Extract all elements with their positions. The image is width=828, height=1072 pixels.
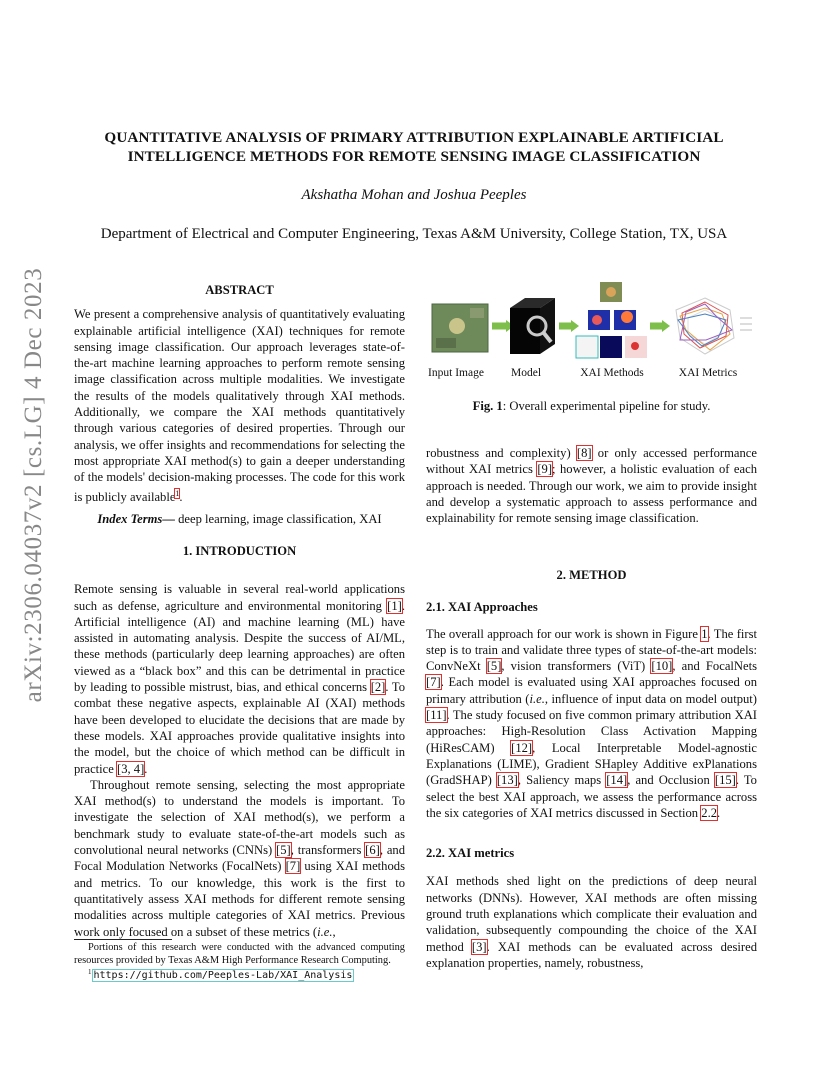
input-image-thumbnail	[432, 304, 488, 352]
abstract-text: We present a comprehensive analysis of quantitatively evaluating explainable artificial intelligence (XAI) techniques for remote sensing image classification. Our approach leverages state-of-the-art machine learning approaches to perform remote sensing image classification across multiple modalities. We investigate the results of the models qualitatively through XAI methods. Additionally, we compare the XAI methods quantitatively through various categories of desired properties. Through our analysis, we offer insights and recommendations for selecting the most appropriate XAI method(s) to gain a deeper understanding of the models' decision-making processes. The code for this work is publicly available$^1$.	[74, 307, 405, 504]
arxiv-stamp	[6, 267, 62, 703]
paper-title	[60, 128, 768, 166]
citation-link[interactable]: [15]	[714, 773, 736, 788]
authors: Akshatha Mohan and Joshua Peeples	[301, 187, 527, 203]
title-line-1: QUANTITATIVE ANALYSIS OF PRIMARY ATTRIBUTION EXPLAINABLE ARTIFICIAL	[104, 129, 724, 146]
fig-label-input: Input Image	[428, 367, 484, 379]
citation-link[interactable]: [10]	[651, 659, 673, 674]
index-terms-text: deep learning, image classification, XAI	[178, 512, 382, 527]
citation-link[interactable]: [3, 4]	[117, 761, 145, 776]
xai-method-heatmaps	[576, 282, 647, 358]
citation-link[interactable]: [3]	[471, 939, 487, 954]
figure-caption: Fig. 1: Overall experimental pipeline for study.	[472, 399, 711, 413]
title-line-2: INTELLIGENCE METHODS FOR REMOTE SENSING IMAGE CLASSIFICATION	[127, 148, 701, 165]
funding-footnote: Portions of this research were conducted with the advanced computing resources provided by Texas A&M High Performance Research Computing.	[74, 942, 405, 966]
footnote-ref[interactable]: 1	[175, 488, 180, 498]
citation-link[interactable]: [13]	[496, 773, 518, 788]
fig-label-model: Model	[510, 367, 542, 379]
introduction-section	[74, 543, 405, 940]
url-footnote: $^1$ https://github.com/Peeples-Lab/XAI_Analysis	[88, 968, 353, 982]
citation-link[interactable]: [2]	[370, 680, 386, 695]
citation-link[interactable]: [11]	[426, 708, 447, 723]
citation-link[interactable]: [14]	[606, 773, 628, 788]
citation-link[interactable]: [7]	[426, 675, 441, 690]
abstract-heading: ABSTRACT	[205, 283, 274, 297]
intro-continuation	[426, 445, 757, 526]
pipeline-diagram	[430, 268, 760, 363]
model-cube-icon	[510, 298, 555, 354]
xai-approaches-paragraph: The overall approach for our work is shown in Figure 1. The first step is to train and validate three types of state-of-the-art models: ConvNeXt [5], vision transformers (ViT) [10], and FocalNets [7]. Each model is evaluated using XAI approaches focused on primary attribution (i.e., influence of input data on model output) [11]. The study focused on five common primary attribution XAI approaches: High-Resolution Class Activation Mapping (HiResCAM) [12], Local Interpretable Model-agnostic Explanations (LIME), Gradient SHapley Additive exPlanations (GradSHAP) [13], Saliency maps [14], and Occlusion [15]. To select the best XAI approach, we assess the performance across the six categories of XAI metrics discussed in Section 2.2.	[426, 626, 757, 820]
citation-link[interactable]: [8]	[576, 446, 592, 460]
figure-ref-link[interactable]: 1	[701, 626, 708, 641]
intro-continuation-paragraph: robustness and complexity) [8] or only accessed performance without XAI metrics [9]; however, a holistic evaluation of each approach is needed. Through our work, we aim to provide insight and develop a systematic approach to assess performance and explainability for remote sensing image classification.	[426, 446, 757, 526]
abstract-section	[74, 282, 405, 527]
citation-link[interactable]: [7]	[285, 859, 301, 874]
method-heading: 2. METHOD	[556, 568, 627, 582]
arxiv-id: arXiv:2306.04037v2 [cs.LG] 4 Dec 2023	[20, 267, 47, 703]
intro-paragraph-2: Throughout remote sensing, selecting the most appropriate XAI method(s) to understand the models is important. To investigate the selection of XAI method(s), we perform a benchmark study to evaluate state-of-the-art models such as convolutional neural networks (CNNs) [5], transformers [6], and Focal Modulation Networks (FocalNets) [7] using XAI methods and metrics. To our knowledge, this work is the first to quantitatively assess XAI methods for different remote sensing modalities across multiple categories of XAI metrics. Previous work only focused on a subset of these metrics (i.e.,	[74, 777, 406, 939]
index-terms-label: Index Terms—	[97, 512, 175, 527]
citation-link[interactable]: [1]	[387, 598, 402, 613]
index-terms	[74, 511, 405, 527]
subsection-xai-approaches: 2.1. XAI Approaches	[426, 600, 538, 615]
xai-metrics-radar-chart	[676, 298, 752, 354]
method-section	[426, 567, 757, 971]
affiliation: Department of Electrical and Computer Engineering, Texas A&M University, College Station, TX, USA	[100, 226, 728, 242]
citation-link[interactable]: [5]	[276, 843, 291, 858]
citation-link[interactable]: [9]	[537, 462, 553, 477]
intro-paragraph-1: Remote sensing is valuable in several real-world applications such as defense, agriculture and environmental monitoring [1]. Artificial intelligence (AI) and machine learning (ML) have assisted in automating analysis. Despite the success of AI/ML, these methods (particularly deep learning approaches) are often viewed as a “black box” and this can be detrimental in practice by leading to possible mistrust, bias, and ethical concerns [2]. To combat these negative aspects, explainable AI (XAI) methods have been developed to elucidate the decisions that are made by these models. XAI approaches provide qualitative insights into the model, but the choice of which method can be difficult in practice [3, 4].	[74, 582, 405, 776]
fig-label-xai-methods: XAI Methods	[580, 367, 644, 379]
fig-label-xai-metrics: XAI Metrics	[678, 367, 738, 379]
citation-link[interactable]: [6]	[365, 843, 380, 858]
citation-link[interactable]: [12]	[511, 740, 533, 755]
figure-1	[430, 268, 760, 398]
subsection-xai-metrics: 2.2. XAI metrics	[426, 846, 515, 861]
section-ref-link[interactable]: 2.2	[701, 805, 718, 820]
code-url-link[interactable]: https://github.com/Peeples-Lab/XAI_Analysis	[93, 970, 353, 982]
citation-link[interactable]: [5]	[486, 659, 502, 674]
intro-heading: 1. INTRODUCTION	[182, 544, 297, 558]
footnote-rule	[74, 939, 172, 940]
xai-metrics-paragraph: XAI methods shed light on the predictions of deep neural networks (DNNs). However, XAI methods are often missing ground truth explanations which complicate their evaluation and validation, subsequently compounding the choice of the XAI method [3]. XAI methods can be evaluated across desired explanation properties, namely, robustness,	[426, 874, 757, 970]
